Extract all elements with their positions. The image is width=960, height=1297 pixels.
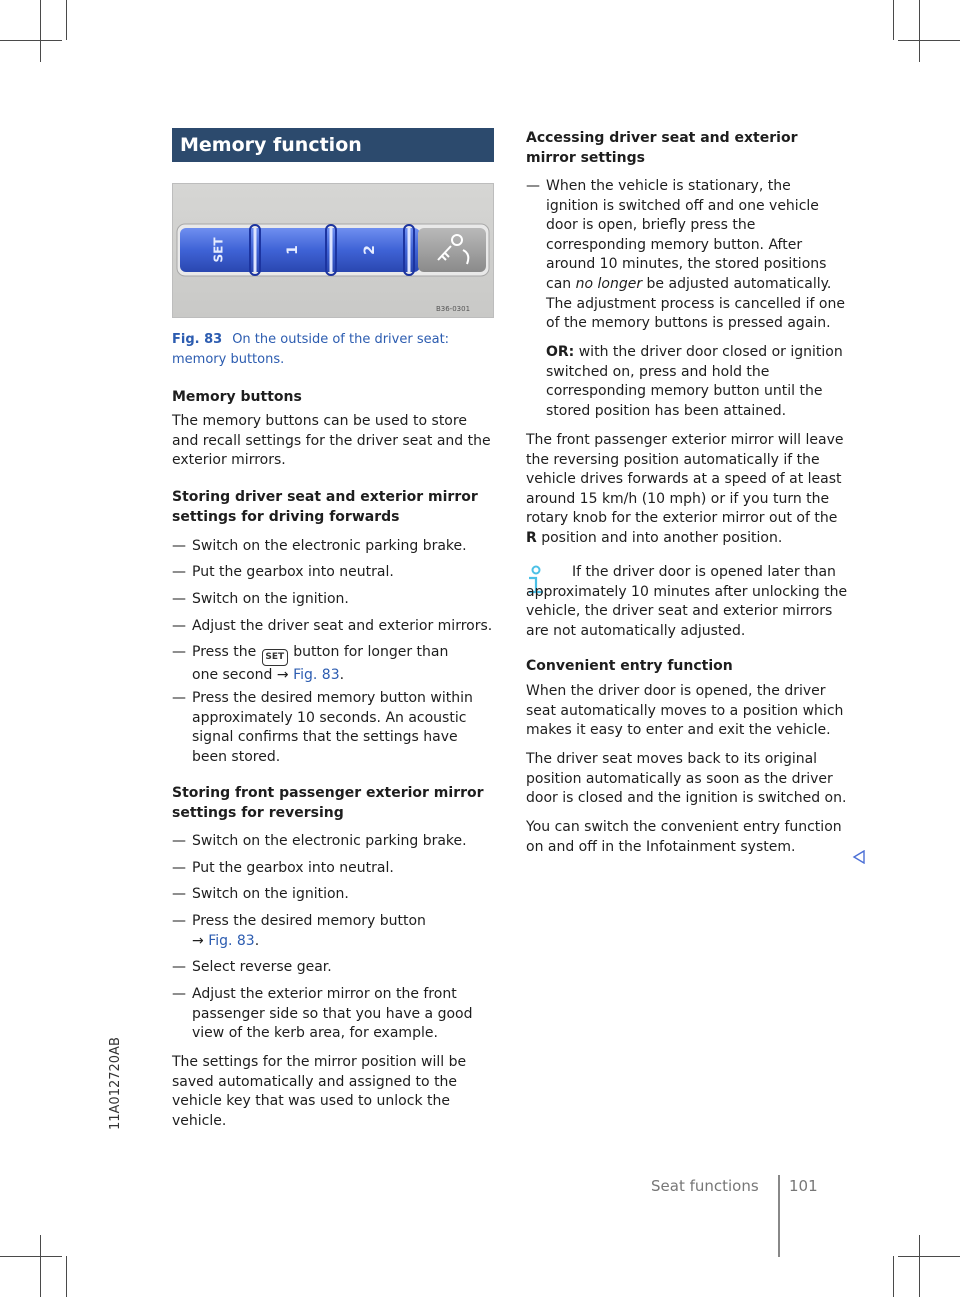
crop-mark xyxy=(919,1235,920,1297)
figure-caption-text: On the outside of the driver seat: memory buttons. xyxy=(172,332,450,367)
closing-text: The settings for the mirror position will be saved automatically and assigned to the vehicle key that was used to unlock the vehicle. xyxy=(172,1054,467,1129)
entry-text-2: The driver seat moves back to its original position automatically as soon as the driver door is closed and the ignition is switched on. xyxy=(526,751,847,807)
crop-mark xyxy=(898,40,960,41)
memory-button-1-label: 1 xyxy=(285,245,301,255)
crop-mark xyxy=(66,0,67,40)
fig-ref-link[interactable]: Fig. 83 xyxy=(208,932,255,949)
section-end-icon xyxy=(852,850,866,864)
memory-buttons-heading: Memory buttons xyxy=(172,389,302,405)
crop-mark xyxy=(0,1256,62,1257)
or-text: OR: with the driver door closed or ignition switched on, press and hold the corresponding memory button until the stored position has been attained. xyxy=(546,344,843,419)
passenger-heading: Storing front passenger exterior mirror settings for reversing xyxy=(172,785,484,821)
mirror-text: The front passenger exterior mirror will leave the reversing position automatically if the vehicle drives forwards at a speed of at least around 15 km/h (10 mph) or if you turn the rotary knob for the exterior mirror out of the R position and into another position. xyxy=(526,432,844,546)
storing-heading: Storing driver seat and exterior mirror settings for driving forwards xyxy=(172,489,478,525)
fig-ref-link[interactable]: Fig. 83 xyxy=(293,667,340,683)
memory-buttons-illustration xyxy=(173,184,493,317)
crop-mark xyxy=(40,0,41,62)
side-document-code: 11A012720AB xyxy=(108,1037,123,1130)
set-button-label: SET xyxy=(211,237,226,263)
figure-code: B36-0301 xyxy=(435,305,471,313)
figure-label: Fig. 83 xyxy=(172,332,223,347)
crop-mark xyxy=(893,0,894,40)
crop-mark xyxy=(893,1256,894,1297)
set-button-icon: SET xyxy=(262,649,288,666)
crop-mark xyxy=(919,0,920,62)
crop-mark xyxy=(66,1256,67,1297)
page-number: 101 xyxy=(789,1177,818,1195)
memory-button-2-label: 2 xyxy=(362,245,378,255)
info-text: If the driver door is opened later than approximately 10 minutes after unlocking the vehicle, the driver seat and exterior mirrors are not automatically adjusted. xyxy=(526,564,848,639)
memory-buttons-text: The memory buttons can be used to store and recall settings for the driver seat and the exterior mirrors. xyxy=(172,413,491,469)
entry-text-1: When the driver door is opened, the driver seat automatically moves to a position which makes it easy to enter and exit the vehicle. xyxy=(526,683,844,739)
crop-mark xyxy=(898,1256,960,1257)
entry-text-3: You can switch the convenient entry function on and off in the Infotainment system. xyxy=(526,819,842,855)
figure-memory-buttons xyxy=(172,183,494,318)
footer-section: Seat functions xyxy=(651,1177,759,1195)
accessing-heading: Accessing driver seat and exterior mirror settings xyxy=(526,130,798,166)
page-title: Memory function xyxy=(172,128,494,162)
crop-mark xyxy=(40,1235,41,1297)
figure-caption xyxy=(172,330,494,370)
entry-heading: Convenient entry function xyxy=(526,658,733,674)
footer-divider xyxy=(778,1175,780,1257)
crop-mark xyxy=(0,40,62,41)
